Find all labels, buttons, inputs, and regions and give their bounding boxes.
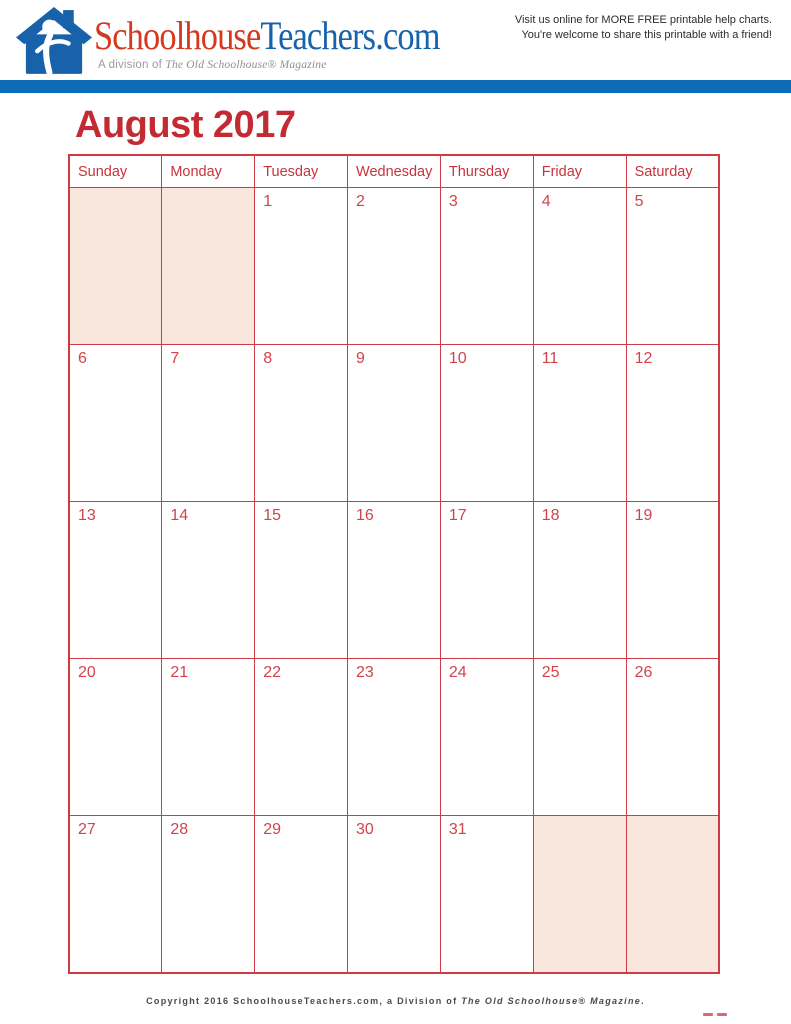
promo-text: [515, 13, 772, 44]
day-number: 2: [356, 193, 365, 210]
day-number: 5: [634, 193, 644, 210]
tagline-magazine-name: The Old Schoolhouse® Magazine: [165, 59, 327, 71]
week-row: [69, 345, 719, 502]
calendar-cell: [348, 345, 441, 502]
day-number: [70, 188, 161, 193]
schoolhouse-logo-icon: [16, 6, 92, 78]
day-number: 24: [448, 664, 467, 681]
calendar-cell: [69, 816, 162, 974]
calendar-cell: [255, 345, 348, 502]
calendar-cell: [69, 345, 162, 502]
calendar-cell: [533, 816, 626, 974]
day-number: 26: [634, 664, 653, 681]
calendar-cell: [440, 345, 533, 502]
calendar-cell: [162, 188, 255, 345]
day-number: 20: [78, 664, 96, 681]
day-number: 23: [356, 664, 374, 681]
calendar-cell: [533, 345, 626, 502]
day-number: [627, 816, 718, 821]
day-number: 21: [170, 664, 189, 681]
calendar-cell: [533, 659, 626, 816]
tagline-prefix: A division of: [98, 59, 166, 71]
day-number: [534, 816, 626, 821]
day-number: 29: [263, 821, 281, 838]
day-header: Friday: [533, 155, 626, 188]
copyright-line: [0, 996, 791, 1006]
day-number: 30: [356, 821, 374, 838]
calendar-cell: [348, 502, 441, 659]
day-number: 1: [263, 193, 273, 210]
calendar-cell: [440, 188, 533, 345]
day-number: 3: [448, 193, 458, 210]
page-number-fragment: [703, 1013, 713, 1016]
day-header: Wednesday: [348, 155, 441, 188]
calendar-cell: [69, 188, 162, 345]
brand-schoolhouse: Schoolhouse: [94, 13, 261, 58]
day-number: 31: [448, 821, 467, 838]
day-number: 11: [541, 350, 559, 367]
calendar-cell: [626, 502, 719, 659]
masthead: [0, 0, 791, 80]
calendar-cell: [255, 659, 348, 816]
calendar-cell: [69, 659, 162, 816]
calendar-cell: [626, 816, 719, 974]
calendar-cell: [69, 502, 162, 659]
month-title: August 2017: [75, 104, 296, 146]
day-header: Saturday: [626, 155, 719, 188]
copyright-prefix: Copyright 2016 SchoolhouseTeachers.com, a Division of: [146, 996, 462, 1006]
calendar-cell: [440, 816, 533, 974]
day-number: 17: [448, 507, 467, 524]
calendar-cell: [440, 659, 533, 816]
day-number: 7: [170, 350, 180, 367]
week-row: [69, 188, 719, 345]
brand-teachers-com: Teachers.com: [260, 13, 440, 58]
calendar-cell: [255, 816, 348, 974]
calendar-cell: [626, 345, 719, 502]
header-divider-bar: [0, 80, 791, 93]
day-header-row: [69, 155, 719, 188]
day-number: 6: [78, 350, 87, 367]
calendar-cell: [348, 659, 441, 816]
brand-wordmark: [94, 13, 440, 58]
day-number: 28: [170, 821, 189, 838]
calendar-cell: [255, 188, 348, 345]
day-number: 19: [634, 507, 653, 524]
calendar-cell: [162, 659, 255, 816]
day-number: 4: [541, 193, 551, 210]
brand-tagline: [98, 59, 327, 71]
day-number: 12: [634, 350, 653, 367]
calendar-body: [69, 188, 719, 974]
week-row: [69, 659, 719, 816]
calendar-cell: [348, 816, 441, 974]
promo-line-1: Visit us online for MORE FREE printable help charts.: [514, 14, 772, 26]
calendar-cell: [348, 188, 441, 345]
calendar-cell: [162, 345, 255, 502]
day-number: 18: [541, 507, 560, 524]
calendar: [68, 154, 720, 974]
day-number: 15: [263, 507, 281, 524]
day-number: 8: [263, 350, 273, 367]
calendar-cell: [440, 502, 533, 659]
promo-line-2: You're welcome to share this printable with a friend!: [521, 29, 772, 42]
day-number: 27: [78, 821, 96, 838]
calendar-cell: [626, 659, 719, 816]
calendar-cell: [162, 816, 255, 974]
day-number: 16: [356, 507, 374, 524]
day-number: 13: [78, 507, 96, 524]
calendar-table: [68, 154, 720, 974]
day-number: 25: [541, 664, 560, 681]
calendar-cell: [255, 502, 348, 659]
copyright-magazine-name: The Old Schoolhouse® Magazine: [461, 996, 642, 1006]
calendar-cell: [533, 502, 626, 659]
week-row: [69, 502, 719, 659]
week-row: [69, 816, 719, 974]
day-number: 14: [170, 507, 189, 524]
day-header: Tuesday: [255, 155, 348, 188]
day-number: [162, 188, 254, 193]
day-header: Monday: [162, 155, 255, 188]
copyright-suffix: .: [641, 996, 645, 1006]
page-number-fragment: [717, 1013, 727, 1016]
day-number: 10: [448, 350, 467, 367]
day-number: 9: [356, 350, 365, 367]
calendar-cell: [533, 188, 626, 345]
day-number: 22: [263, 664, 281, 681]
day-header: Sunday: [69, 155, 162, 188]
calendar-cell: [162, 502, 255, 659]
calendar-cell: [626, 188, 719, 345]
day-header: Thursday: [440, 155, 533, 188]
